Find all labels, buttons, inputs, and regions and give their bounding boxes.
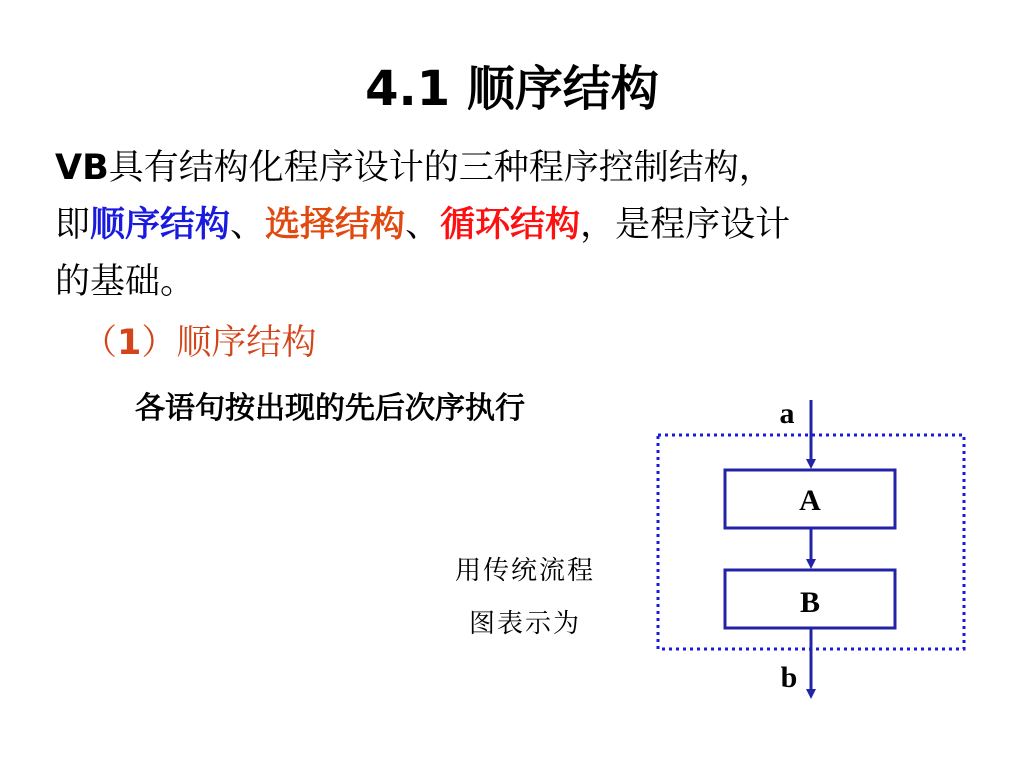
exit-label: b <box>780 661 798 694</box>
section-subheading <box>82 315 316 365</box>
separator-2: 、 <box>405 205 441 245</box>
selection-structure-term: 选择结构 <box>265 205 406 245</box>
separator-1: 、 <box>230 205 266 245</box>
intro-line-1 <box>55 140 1015 197</box>
intro-line-1-text: 具有结构化程序设计的三种程序控制结构， <box>108 148 774 188</box>
intro-line-2 <box>55 197 1015 254</box>
intro-line-3: 的基础。 <box>55 262 196 302</box>
subheading-text: ）顺序结构 <box>141 323 317 363</box>
caption-line-2: 图表示为 <box>468 609 581 639</box>
page-title: 4.1 顺序结构 <box>365 61 659 117</box>
intro-line-2-end: ，是程序设计 <box>580 205 791 245</box>
sequence-structure-term: 顺序结构 <box>90 205 231 245</box>
entry-label: a <box>779 397 795 430</box>
subheading-number: 1 <box>117 323 142 363</box>
vb-label: VB <box>55 148 109 188</box>
box-b-label: B <box>799 586 821 619</box>
subheading-open: （ <box>82 323 118 363</box>
intro-paragraph <box>55 140 1015 311</box>
caption-line-1: 用传统流程 <box>454 556 595 586</box>
loop-structure-term: 循环结构 <box>440 205 581 245</box>
intro-line-2-start: 即 <box>55 205 91 245</box>
flowchart-diagram <box>640 390 980 710</box>
box-a-label: A <box>799 484 821 517</box>
description-text: 各语句按出现的先后次序执行 <box>135 391 525 426</box>
